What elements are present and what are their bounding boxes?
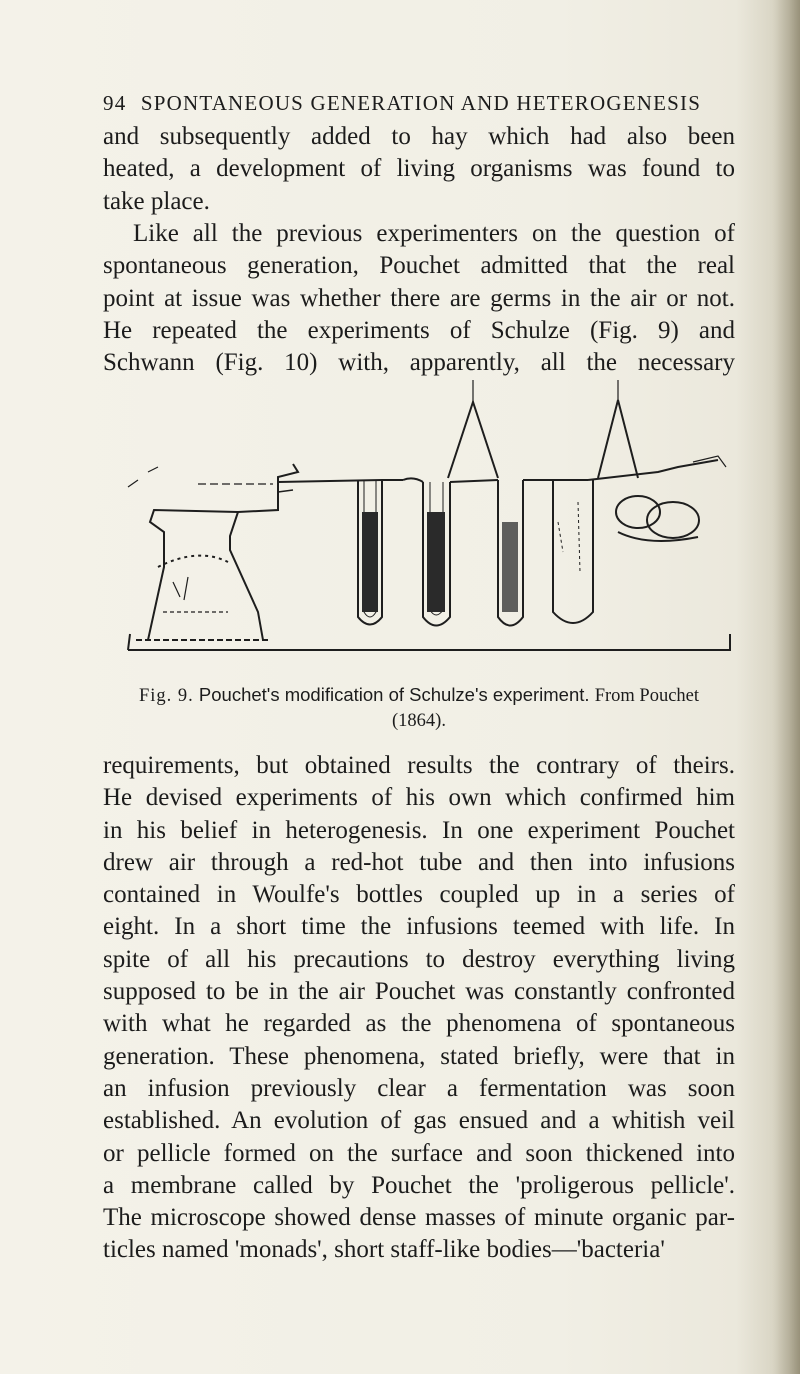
paragraph-2: [103, 218, 735, 379]
text-line: supposed to be in the air Pouchet was constantly confronted: [103, 978, 735, 1006]
page-edge-shadow: [772, 0, 800, 1374]
figure-source: From Pouchet: [594, 686, 700, 706]
text-line: He devised experiments of his own which confirmed him: [103, 784, 735, 812]
text-line: generation. These phenomena, stated briefly, were that in: [103, 1042, 735, 1070]
text-line: Like all the previous experimenters on the question of: [133, 220, 735, 247]
text-line: He repeated the experiments of Schulze (Fig. 9) and: [103, 316, 735, 344]
flask-illustration: [128, 464, 298, 640]
figure-label: Fig. 9.: [138, 686, 194, 706]
text-line: The microscope showed dense masses of minute organic par-: [103, 1204, 735, 1232]
figure-year: (1864).: [392, 711, 446, 731]
u-tube-illustration: [553, 480, 593, 623]
text-line: an infusion previously clear a fermentation was soon: [103, 1074, 735, 1102]
text-line: ticles named 'monads', short staff-like bodies—'bacteria': [103, 1236, 665, 1264]
text-line: contained in Woulfe's bottles coupled up in a series of: [103, 881, 735, 909]
text-line: drew air through a red-hot tube and then into infusions: [103, 848, 735, 876]
text-line: heated, a development of living organisms was found to: [103, 155, 735, 183]
text-line: with what he regarded as the phenomena of spontaneous: [103, 1010, 735, 1038]
page-header: [103, 91, 701, 116]
text-line: in his belief in heterogenesis. In one experiment Pouchet: [103, 816, 735, 844]
text-line: spite of all his precautions to destroy everything living: [103, 945, 735, 973]
figure-caption-text: Pouchet's modification of Schulze's experiment.: [198, 684, 590, 705]
text-line: eight. In a short time the infusions teemed with life. In: [103, 913, 735, 941]
text-line: and subsequently added to hay which had also been: [103, 123, 735, 150]
paragraph-3: [103, 750, 735, 1267]
text-line: established. An evolution of gas ensued and a whitish veil: [103, 1107, 735, 1135]
text-line: Schwann (Fig. 10) with, apparently, all the necessary: [103, 349, 735, 377]
bulb-illustration: [588, 456, 726, 541]
text-line: or pellicle formed on the surface and soon thickened into: [103, 1139, 735, 1167]
u-tube-illustration: [498, 380, 638, 626]
figure-caption: [103, 683, 735, 733]
text-line: a membrane called by Pouchet the 'proligerous pellicle'.: [103, 1171, 735, 1199]
text-line: take place.: [103, 187, 210, 215]
u-tube-illustration: [403, 478, 498, 625]
apparatus-illustration: [118, 372, 738, 672]
page-number: 94: [103, 91, 127, 115]
running-title: SPONTANEOUS GENERATION AND HETEROGENESIS: [140, 91, 702, 115]
base-line: [128, 634, 730, 650]
text-line: requirements, but obtained results the contrary of theirs.: [103, 752, 735, 779]
paragraph-1: [103, 121, 735, 218]
text-line: point at issue was whether there are germs in the air or not.: [103, 284, 735, 312]
text-line: spontaneous generation, Pouchet admitted that the real: [103, 252, 735, 280]
